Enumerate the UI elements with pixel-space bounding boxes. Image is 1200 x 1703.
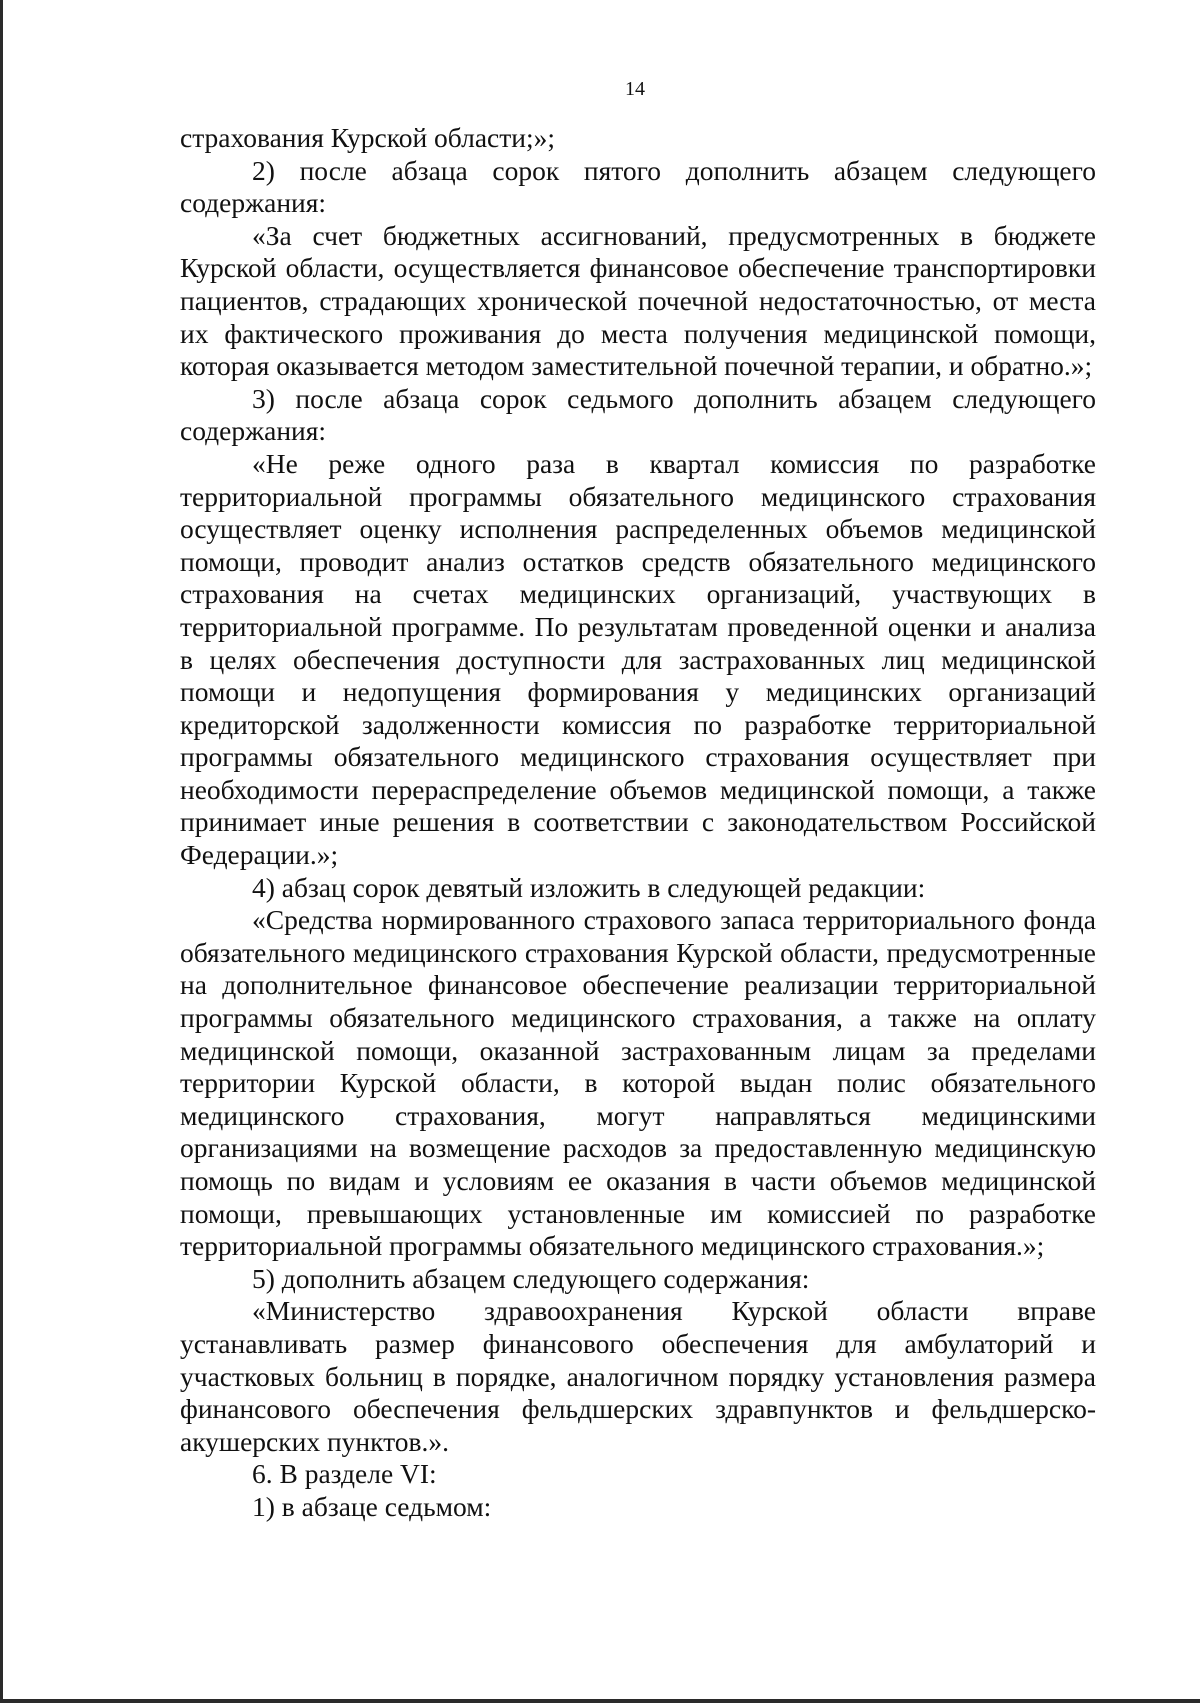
page-number: 14 bbox=[625, 78, 645, 100]
paragraph-continuation: страхования Курской области;»; bbox=[180, 122, 555, 153]
paragraph-item-3: 3) после абзаца сорок седьмого дополнить абзацем следующего содержания: bbox=[180, 382, 1096, 447]
scan-edge-bottom bbox=[0, 1699, 1200, 1703]
paragraph-quote-transport: «За счет бюджетных ассигнований, предусмотренных в бюджете Курской области, осуществляется финансовое обеспечение транспортировки пациентов, страдающих хронической почечной недостаточностью, от места их фактического проживания до места получения медицинской помощи, которая оказывается методом заместительной почечной терапии, и обратно.»; bbox=[180, 219, 1096, 382]
paragraph-quote-ministry: «Министерство здравоохранения Курской области вправе устанавливать размер финансового обеспечения для амбулаторий и участковых больниц в порядке, аналогичном порядку установления размера финансового обеспечения фельдшерских здравпунктов и фельдшерско-акушерских пунктов.». bbox=[180, 1295, 1096, 1457]
paragraph-item-2: 2) после абзаца сорок пятого дополнить абзацем следующего содержания: bbox=[180, 154, 1096, 219]
paragraph-item-5: 5) дополнить абзацем следующего содержания: bbox=[252, 1262, 810, 1294]
paragraph-quote-commission: «Не реже одного раза в квартал комиссия по разработке территориальной программы обязательного медицинского страхования осуществляет оценку исполнения распределенных объемов медицинской помощи, проводит анализ остатков средств обязательного медицинского страхования на счетах медицинских организаций, участвующих в территориальной программе. По результатам проведенной оценки и анализа в целях обеспечения доступности для застрахованных лиц медицинской помощи и недопущения формирования у медицинских организаций кредиторской задолженности комиссия по разработке территориальной программы обязательного медицинского страхования осуществляет при необходимости перераспределение объемов медицинской помощи, а также принимает иные решения в соответствии с законодательством Российской Федерации.»; bbox=[180, 447, 1096, 871]
paragraph-quote-reserve-fund: «Средства нормированного страхового запаса территориального фонда обязательного медицинского страхования Курской области, предусмотренные на дополнительное финансовое обеспечение реализации территориальной программы обязательного медицинского страхования, а также на оплату медицинской помощи, оказанной застрахованным лицам за пределами территории Курской области, в которой выдан полис обязательного медицинского страхования, могут направляться медицинскими организациями на возмещение расходов за предоставленную медицинскую помощь по видам и условиям ее оказания в части объемов медицинской помощи, превышающих установленные им комиссией по разработке территориальной программы обязательного медицинского страхования.»; bbox=[180, 904, 1096, 1262]
scan-edge-left bbox=[0, 0, 3, 1703]
paragraph-section-6: 6. В разделе VI: bbox=[252, 1458, 437, 1490]
paragraph-section-6-item-1: 1) в абзаце седьмом: bbox=[252, 1490, 492, 1522]
paragraph-item-4: 4) абзац сорок девятый изложить в следующей редакции: bbox=[252, 871, 926, 903]
document-body bbox=[180, 122, 1096, 1524]
